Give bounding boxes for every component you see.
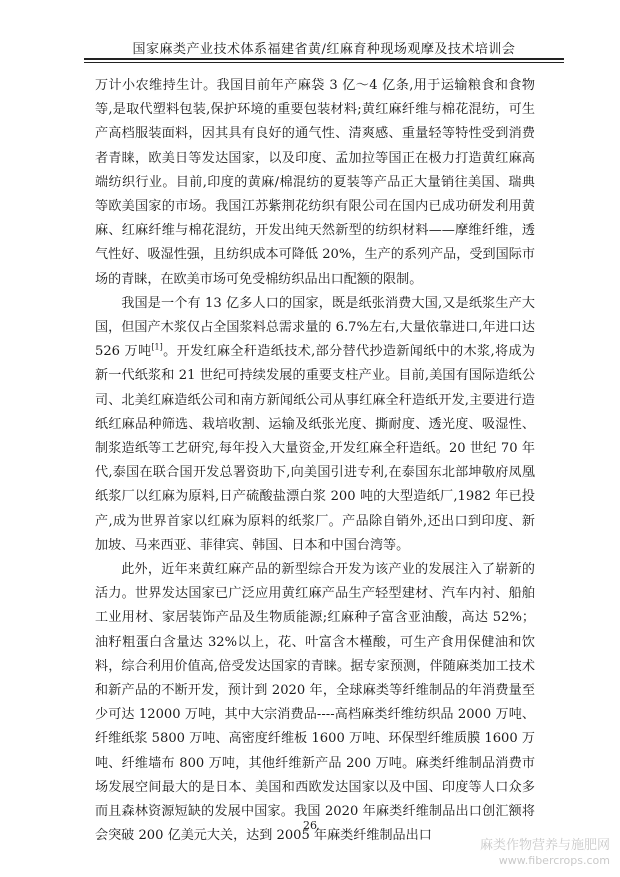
paragraph-2-text-b: 。开发红麻全秆造纸技术,部分替代抄造新闻纸中的木浆,将成为新一代纸浆和 21 世纪可持续发展的重要支柱产业。目前,美国有国际造纸公司、北美红麻造纸公司和南方新闻纸公司从事红麻全秆造纸开发,主要进行造纸红麻品种筛选、栽培收割、运输及纸张光度、撕耐度、透光度、吸湿性、制浆造纸等工艺研究,每年投入大量资金,开发红麻全秆造纸。20 世纪 70 年代,泰国在联合国开发总署资助下,向美国引进专利,在泰国东北部坤敬府凤凰纸浆厂以红麻为原料,日产硫酸盐漂白浆 200 吨的大型造纸厂,1982 年已投产,成为世界首家以红麻为原料的纸浆厂。产品除自销外,还出口到印度、新加坡、马来西亚、菲律宾、韩国、日本和中国台湾等。 xyxy=(95,344,535,553)
paragraph-2-text-a: 我国是一个有 13 亿多人口的国家，既是纸张消费大国,又是纸浆生产大国，但国产木浆仅占全国浆料总需求量的 6.7%左右,大量依靠进口,年进口达 526 万吨 xyxy=(95,295,535,360)
running-header: 国家麻类产业技术体系福建省黄/红麻育种现场观摩及技术培训会 xyxy=(132,42,516,57)
paragraph-2 xyxy=(95,292,535,558)
watermark xyxy=(470,838,610,868)
page-number: 26 xyxy=(303,819,317,832)
watermark-url: www.fibercrops.com xyxy=(498,854,610,867)
watermark-site-name: 麻类作物营养与施肥网 xyxy=(479,838,610,853)
header-rule-thin xyxy=(84,62,564,63)
paragraph-1: 万计小农维持生计。我国目前年产麻袋 3 亿～4 亿条,用于运输粮食和食物等,是取代塑料包装,保护环境的重要包装材料;黄红麻纤维与棉花混纺，可生产高档服装面料，因其具有良好的通气性、清爽感、重量轻等特性受到消费者青睐，欧美日等发达国家，以及印度、孟加拉等国正在极力打造黄红麻高端纺织行业。目前,印度的黄麻/棉混纺的夏装等产品正大量销往美国、瑞典等欧美国家的市场。我国江苏紫荆花纺织有限公司在国内已成功研发利用黄麻、红麻纤维与棉花混纺，开发出纯天然新型的纺织材料——摩维纤维，透气性好、吸湿性强，且纺织成本可降低 20%，生产的系列产品，受到国际市场的青睐，在欧美市场可免受棉纺织品出口配额的限制。 xyxy=(95,78,535,287)
citation-marker: [1] xyxy=(151,342,163,352)
header-rule-thick xyxy=(84,58,564,60)
body-text xyxy=(95,74,535,849)
paragraph-3: 此外，近年来黄红麻产品的新型综合开发为该产业的发展注入了崭新的活力。世界发达国家已广泛应用黄红麻产品生产轻型建材、汽车内衬、船舶工业用材、家居装饰产品及生物质能源;红麻种子富含亚油酸，高达 52%；油籽粗蛋白含量达 32%以上，花、叶富含木槿酸，可生产食用保健油和饮料，综合利用价值高,倍受发达国家的青睐。据专家预测，伴随麻类加工技术和新产品的不断开发，预计到 2020 年，全球麻类等纤维制品的年消费量至少可达 12000 万吨，其中大宗消费品----高档麻类纤维纺织品 2000 万吨、纤维纸浆 5800 万吨、高密度纤维板 1600 万吨、环保型纤维质膜 1600 万吨、纤维墙布 800 万吨，其他纤维新产品 200 万吨。麻类纤维制品消费市场发展空间最大的是日本、美国和西欧发达国家以及中国、印度等人口众多而且森林资源短缺的发展中国家。我国 2020 年麻类纤维制品出口创汇额将会突破 200 亿美元大关，达到 2005 年麻类纤维制品出口 xyxy=(95,562,535,844)
